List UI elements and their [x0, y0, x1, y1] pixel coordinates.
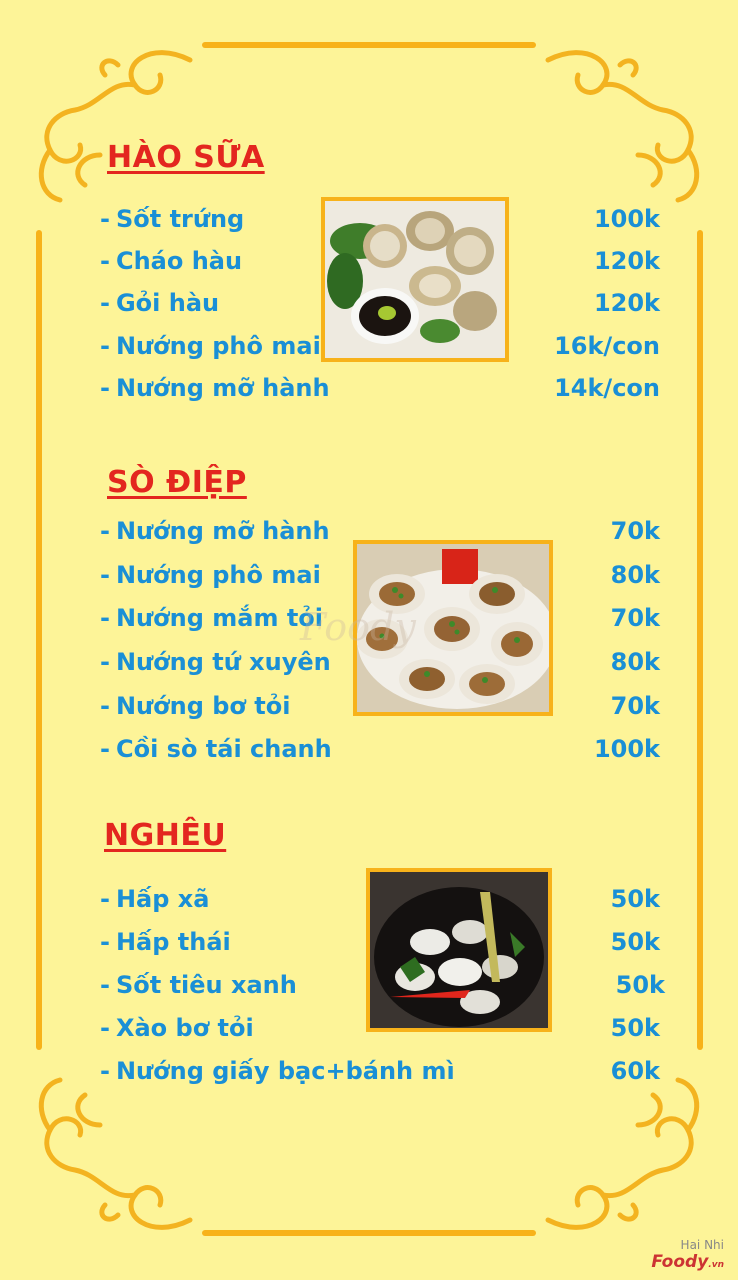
frame-right-bar [697, 230, 703, 1050]
item-price: 50k [610, 928, 660, 956]
item-name: Nướng tứ xuyên [115, 648, 331, 676]
credit-author: Hai Nhi [680, 1238, 724, 1252]
item-price: 50k [610, 1014, 660, 1042]
item-price: 70k [610, 604, 660, 632]
frame-top-bar [202, 42, 536, 48]
frame-bottom-bar [202, 1230, 536, 1236]
item-name: Sốt trứng [115, 205, 245, 233]
section-title-hao-sua: HÀO SỮA [107, 140, 265, 175]
menu-item: - Nướng phô mai 80k [100, 561, 660, 589]
item-price: 50k [615, 971, 665, 999]
item-name: Gỏi hàu [115, 289, 220, 317]
item-name: Nướng mỡ hành [115, 517, 330, 545]
item-name: Nướng bơ tỏi [115, 692, 291, 720]
corner-ornament-bottom-left [30, 1065, 200, 1245]
menu-item: - Hấp thái 50k [100, 928, 660, 956]
item-name: Nướng phô mai [115, 561, 321, 589]
item-price: 70k [610, 517, 660, 545]
menu-item: - Nướng phô mai 16k/con [100, 332, 660, 360]
foody-logo [651, 1252, 724, 1272]
menu-item: - Cháo hàu 120k [100, 247, 660, 275]
menu-item: - Xào bơ tỏi 50k [100, 1014, 660, 1042]
menu-item: - Nướng giấy bạc+bánh mì 60k [100, 1057, 660, 1085]
watermark: Foody [300, 605, 416, 649]
item-name: Hấp thái [115, 928, 231, 956]
item-price: 16k/con [554, 332, 660, 360]
menu-item: - Sốt tiêu xanh 50k [100, 971, 665, 999]
item-name: Cồi sò tái chanh [115, 735, 332, 763]
logo-suffix: .vn [708, 1260, 724, 1270]
item-price: 50k [610, 885, 660, 913]
menu-item: - Cồi sò tái chanh 100k [100, 735, 660, 763]
menu-item: - Nướng tứ xuyên 80k [100, 648, 660, 676]
logo-text: Foody [651, 1252, 709, 1272]
menu-item: - Nướng bơ tỏi 70k [100, 692, 660, 720]
menu-item: - Nướng mỡ hành 14k/con [100, 374, 660, 402]
item-name: Sốt tiêu xanh [115, 971, 297, 999]
item-name: Nướng phô mai [115, 332, 321, 360]
corner-ornament-top-right [538, 35, 708, 215]
corner-ornament-top-left [30, 35, 200, 215]
item-price: 60k [610, 1057, 660, 1085]
section-title-so-diep: SÒ ĐIỆP [107, 465, 247, 500]
corner-ornament-bottom-right [538, 1065, 708, 1245]
item-price: 80k [610, 561, 660, 589]
item-name: Nướng mỡ hành [115, 374, 330, 402]
item-name: Hấp xã [115, 885, 210, 913]
item-price: 14k/con [554, 374, 660, 402]
item-price: 70k [610, 692, 660, 720]
clam-photo [366, 868, 552, 1032]
item-name: Nướng mắm tỏi [115, 604, 324, 632]
menu-item: - Hấp xã 50k [100, 885, 660, 913]
item-price: 120k [593, 289, 660, 317]
item-price: 100k [593, 205, 660, 233]
item-price: 100k [593, 735, 660, 763]
credit-block [651, 1238, 724, 1272]
section-title-ngheu: NGHÊU [104, 818, 227, 853]
menu-item: - Nướng mắm tỏi 70k [100, 604, 660, 632]
frame-left-bar [36, 230, 42, 1050]
oyster-photo [321, 197, 509, 362]
menu-item: - Gỏi hàu 120k [100, 289, 660, 317]
menu-item: - Sốt trứng 100k [100, 205, 660, 233]
item-name: Nướng giấy bạc+bánh mì [115, 1057, 455, 1085]
menu-item: - Nướng mỡ hành 70k [100, 517, 660, 545]
item-price: 120k [593, 247, 660, 275]
item-name: Cháo hàu [115, 247, 243, 275]
item-name: Xào bơ tỏi [115, 1014, 254, 1042]
item-price: 80k [610, 648, 660, 676]
